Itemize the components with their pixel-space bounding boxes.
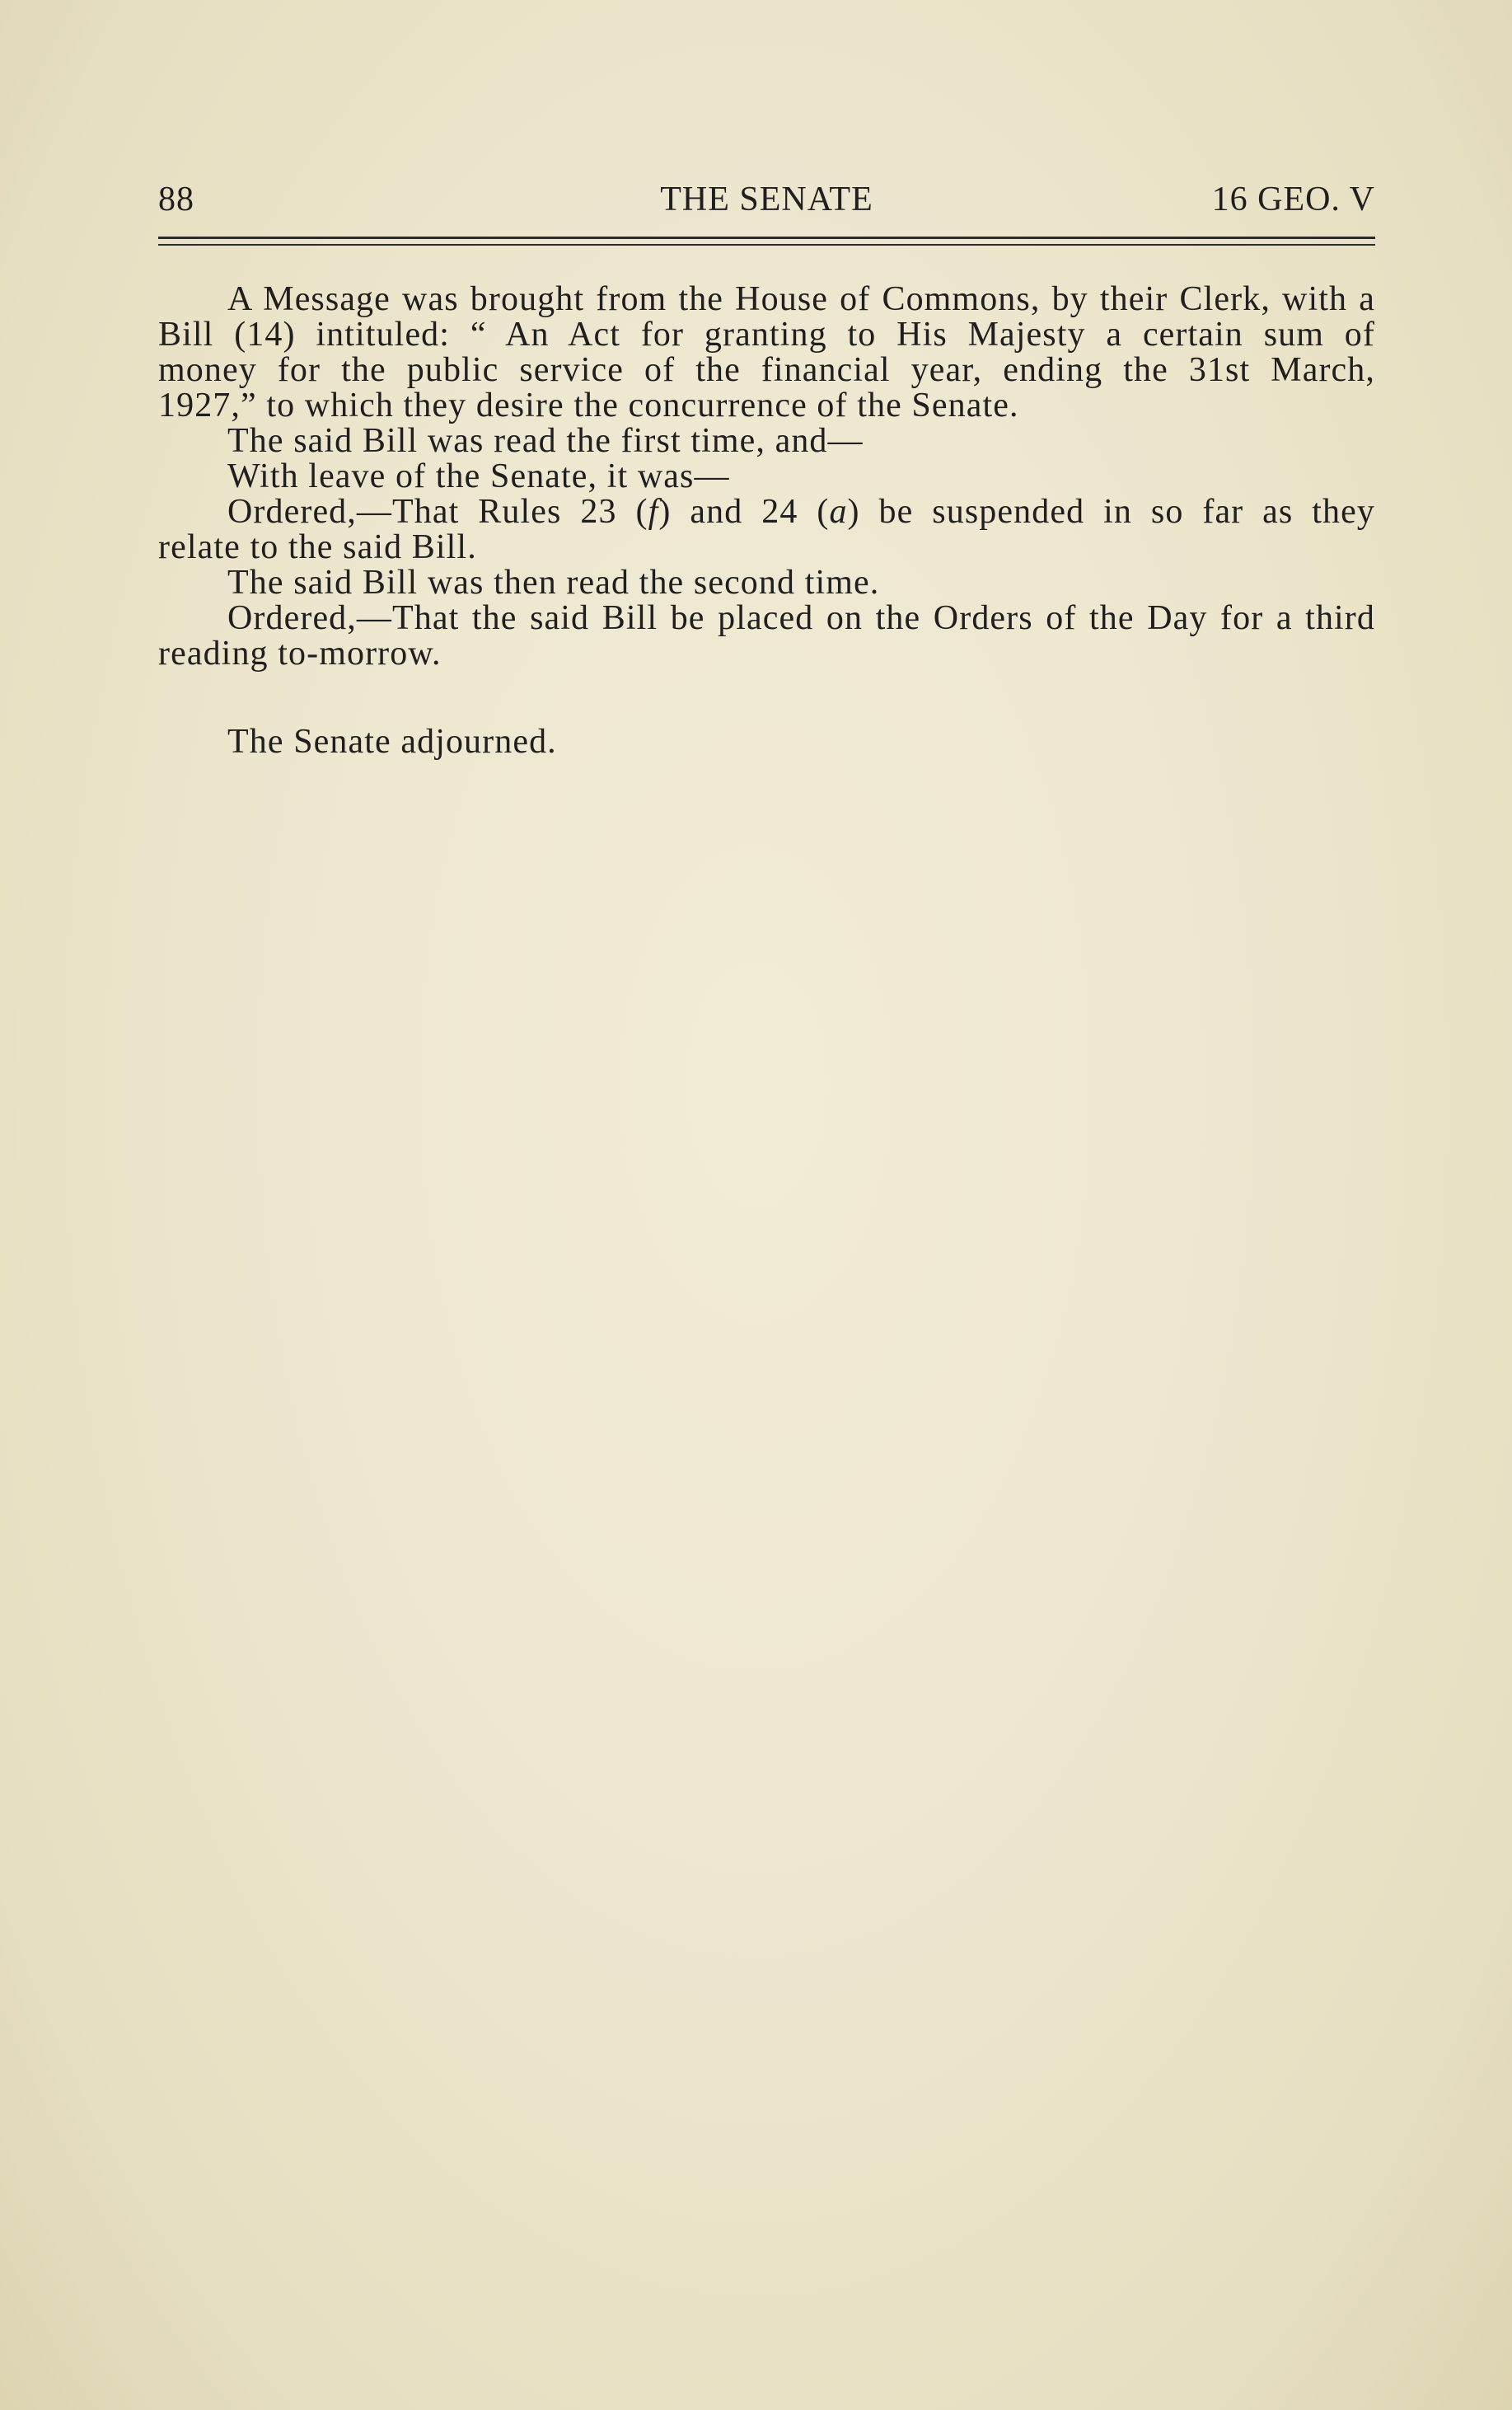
paragraph-leave (158, 459, 1375, 495)
paragraph-adjourned (158, 724, 1375, 760)
body-line: The said Bill was then read the second time. (227, 564, 880, 602)
body-line: The Senate adjourned. (227, 723, 557, 761)
italic-rule-letter: a (829, 493, 848, 531)
paragraph-first-reading (158, 424, 1375, 459)
paragraph-second-reading (158, 565, 1375, 601)
body-line: relate to the said Bill. (158, 528, 477, 566)
body-line: 1927,” to which they desire the concurrence of the Senate. (158, 387, 1019, 424)
body-line: money for the public service of the financial year, ending the 31st March, (158, 351, 1375, 389)
text-segment: ) be suspended in so far as they (847, 493, 1376, 531)
page-header (158, 176, 1375, 223)
page-body (158, 282, 1375, 760)
header-rule-upper (158, 237, 1375, 239)
paragraph-message (158, 282, 1375, 424)
italic-rule-letter: f (648, 493, 659, 531)
session-label: 16 GEO. V (1211, 181, 1375, 218)
body-line: Bill (14) intituled: “ An Act for granting to His Majesty a certain sum of (158, 316, 1375, 354)
text-segment: ) and 24 ( (658, 493, 830, 531)
body-line: With leave of the Senate, it was— (227, 457, 730, 495)
body-line: Ordered,—That the said Bill be placed on the Orders of the Day for a third (227, 599, 1375, 637)
page-title: THE SENATE (660, 181, 873, 218)
body-line (158, 495, 1375, 530)
page-number: 88 (158, 181, 194, 218)
header-rule-lower (158, 244, 1375, 246)
text-segment: Ordered,—That Rules 23 ( (227, 493, 648, 531)
body-line: The said Bill was read the first time, and— (227, 422, 864, 460)
body-line: reading to-morrow. (158, 635, 442, 673)
paragraph-third-reading-order (158, 601, 1375, 672)
paragraph-rules-suspended (158, 495, 1375, 565)
body-line: A Message was brought from the House of Commons, by their Clerk, with a (227, 280, 1375, 318)
